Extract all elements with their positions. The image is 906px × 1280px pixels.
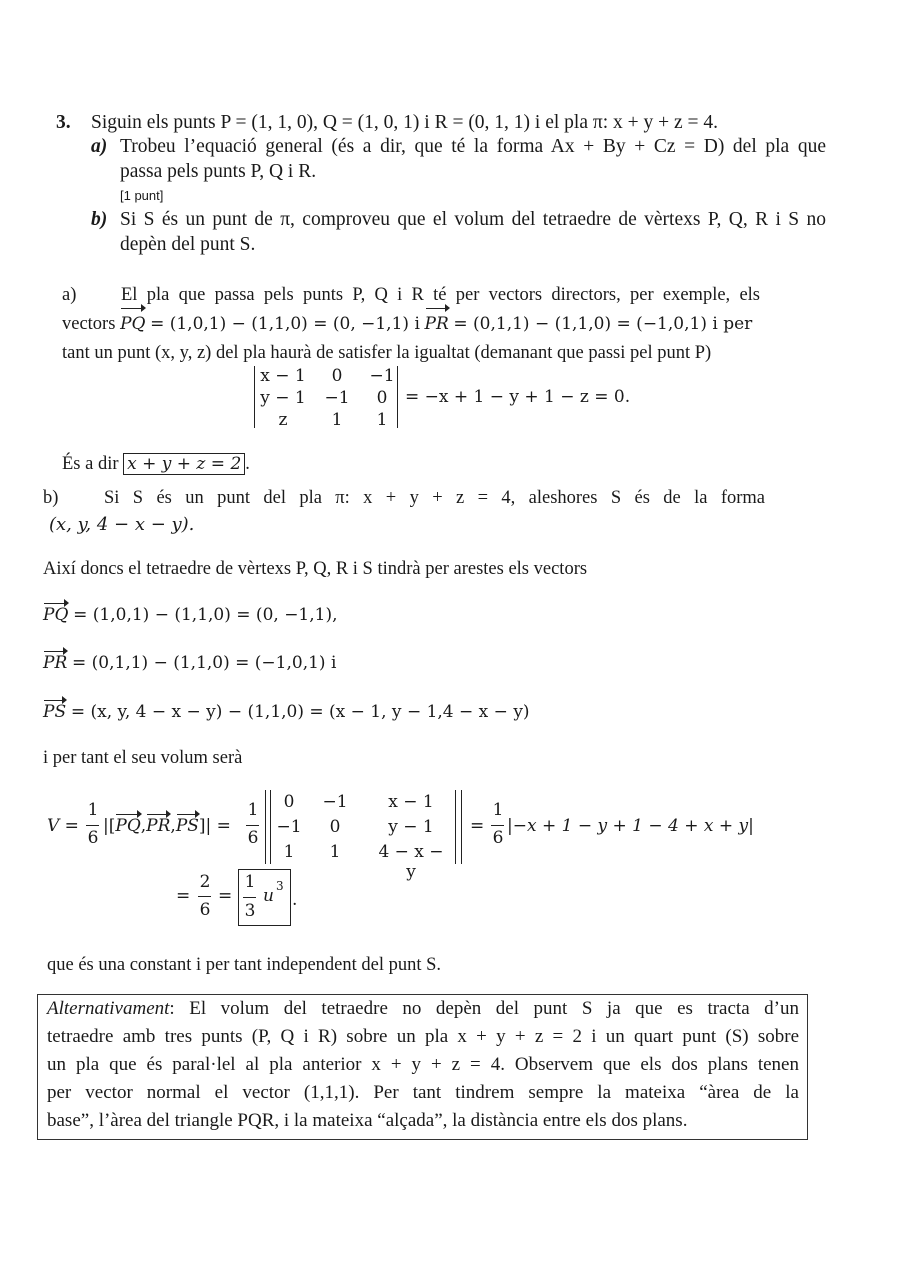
triple-pr: PR <box>146 816 171 836</box>
edge-ps-line <box>43 701 530 723</box>
det-a-result: = −x + 1 − y + 1 − z = 0. <box>405 387 631 407</box>
edge-pr-eq: = (0,1,1) − (1,1,0) = (−1,0,1) i <box>72 653 337 673</box>
triple-comma: , <box>140 816 147 836</box>
equals-sign: = <box>470 816 485 836</box>
edge-ps-eq: = (x, y, 4 − x − y) − (1,1,0) = (x − 1, y − 1,4 − x − y) <box>70 702 530 722</box>
pq-equation: = (1,0,1) − (1,1,0) = (0, −1,1) i <box>150 314 420 334</box>
det-a-cell: −1 <box>369 366 395 386</box>
fraction-line <box>491 825 504 826</box>
det-b-cell: x − 1 <box>388 792 434 812</box>
fraction-denominator: 3 <box>244 901 256 921</box>
fraction-denominator: 6 <box>247 828 259 848</box>
conclusion-period: . <box>245 454 250 474</box>
alternative-line5: base”, l’àrea del triangle PQR, i la mateixa “alçada”, la distància entre els dos plans. <box>47 1110 688 1131</box>
fraction-numerator: 2 <box>199 872 211 892</box>
part-b-line1: Si S és un punt de π, comproveu que el volum del tetraedre de vèrtexs P, Q, R i S no <box>120 209 826 230</box>
v-label: V = <box>47 816 79 836</box>
det-b-cell: −1 <box>276 817 302 837</box>
det-b-cell: 1 <box>329 842 341 862</box>
det-a-cell: 1 <box>376 410 388 430</box>
part-a-label: a) <box>91 136 108 157</box>
alternative-line4: per vector normal el vector (1,1,1). Per tant tindrem sempre la mateixa “àrea de la <box>47 1082 799 1103</box>
solution-a-label: a) <box>62 285 77 305</box>
alternative-line3: un pla que és paral·lel al pla anterior x + y + z = 4. Observem que els dos plans tenen <box>47 1054 799 1075</box>
alternative-line2: tetraedre amb tres punts (P, Q i R) sobre un pla x + y + z = 2 i un quart punt (S) sobre <box>47 1026 799 1047</box>
triple-open: |[ <box>103 816 116 836</box>
equals-sign: = <box>218 886 233 906</box>
edge-pr-label: PR <box>43 653 68 673</box>
answer-volume-box <box>238 869 291 926</box>
det-b-cell: 4 − x − y <box>378 842 444 882</box>
det-b-right-bar <box>455 790 456 864</box>
solution-a-line3: tant un punt (x, y, z) del pla haurà de satisfer la igualtat (demanant que passi pel punt P) <box>62 343 712 363</box>
fraction-numerator: 1 <box>87 800 99 820</box>
det-a-cell: 1 <box>331 410 343 430</box>
part-b-label: b) <box>91 209 108 230</box>
edge-pq-line <box>43 604 338 626</box>
fraction-denominator: 6 <box>199 900 211 920</box>
det-a-cell: 0 <box>376 388 388 408</box>
det-b-cell: 1 <box>283 842 295 862</box>
triple-product <box>103 816 231 836</box>
problem-number: 3. <box>56 112 71 133</box>
det-a-cell: z <box>278 410 288 430</box>
part-a-line1: Trobeu l’equació general (és a dir, que té la forma Ax + By + Cz = D) del pla que <box>120 136 826 157</box>
fraction-numerator: 1 <box>492 800 504 820</box>
edges-intro: Així doncs el tetraedre de vèrtexs P, Q, R i S tindrà per arestes els vectors <box>43 559 588 579</box>
alternative-line1 <box>47 998 799 1020</box>
equals-sign: = <box>176 886 191 906</box>
det-b-cell: 0 <box>329 817 341 837</box>
solution-a-line1: El pla que passa pels punts P, Q i R té per vectors directors, per exemple, els <box>121 285 760 305</box>
fraction-line <box>86 825 99 826</box>
problem-intro: Siguin els punts P = (1, 1, 0), Q = (1, 0, 1) i R = (0, 1, 1) i el pla π: x + y + z = 4. <box>91 112 719 133</box>
unit-u: u <box>263 886 274 906</box>
answer-plane-box: x + y + z = 2 <box>123 453 245 475</box>
triple-ps: PS <box>175 816 199 836</box>
det-b-cell: −1 <box>322 792 348 812</box>
alternative-line1-text: : El volum del tetraedre no depèn del punt S ja que es tracta d’un <box>169 998 799 1019</box>
part-b-line2: depèn del punt S. <box>120 234 256 255</box>
vector-pr: PR <box>425 310 449 338</box>
vectors-word: vectors <box>62 314 116 334</box>
part-a-points: [1 punt] <box>120 188 164 203</box>
unit-exponent: 3 <box>276 879 284 893</box>
det-a-cell: 0 <box>331 366 343 386</box>
abs-right-bar <box>461 790 462 864</box>
pr-equation: = (0,1,1) − (1,1,0) = (−1,0,1) i per <box>453 314 753 334</box>
closing-statement: que és una constant i per tant independent del punt S. <box>47 955 442 975</box>
fraction-denominator: 6 <box>492 828 504 848</box>
vector-pq: PQ <box>120 310 145 338</box>
conclusion-text: És a dir <box>62 454 119 474</box>
fraction-numerator: 1 <box>247 800 259 820</box>
det-a-cell: x − 1 <box>260 366 306 386</box>
edge-pq-label: PQ <box>43 605 69 625</box>
fraction-line <box>198 896 211 897</box>
edge-pr-line <box>43 652 336 674</box>
det-b-cell: 0 <box>283 792 295 812</box>
fraction-denominator: 6 <box>87 828 99 848</box>
det-a-cell: y − 1 <box>260 388 306 408</box>
triple-close: ]| = <box>198 816 231 836</box>
solution-a-conclusion <box>62 450 250 478</box>
solution-a-line2 <box>62 310 752 338</box>
triple-pq: PQ <box>115 816 141 836</box>
edge-ps-label: PS <box>43 702 67 722</box>
volume-intro: i per tant el seu volum serà <box>43 748 243 768</box>
fraction-line <box>243 897 256 898</box>
det-a-cell: −1 <box>324 388 350 408</box>
edge-pq-eq: = (1,0,1) − (1,1,0) = (0, −1,1), <box>73 605 338 625</box>
fraction-numerator: 1 <box>244 872 256 892</box>
alternative-label: Alternativament <box>47 998 170 1019</box>
solution-b-line2: (x, y, 4 − x − y). <box>49 514 195 535</box>
det-b-cell: y − 1 <box>388 817 434 837</box>
part-a-line2: passa pels punts P, Q i R. <box>120 161 317 182</box>
triple-comma: , <box>170 816 176 836</box>
final-period: . <box>292 890 298 910</box>
solution-b-label: b) <box>43 488 59 508</box>
solution-b-line1: Si S és un punt del pla π: x + y + z = 4, aleshores S és de la forma <box>104 488 765 508</box>
abs-expression: |−x + 1 − y + 1 − 4 + x + y| <box>507 816 754 836</box>
